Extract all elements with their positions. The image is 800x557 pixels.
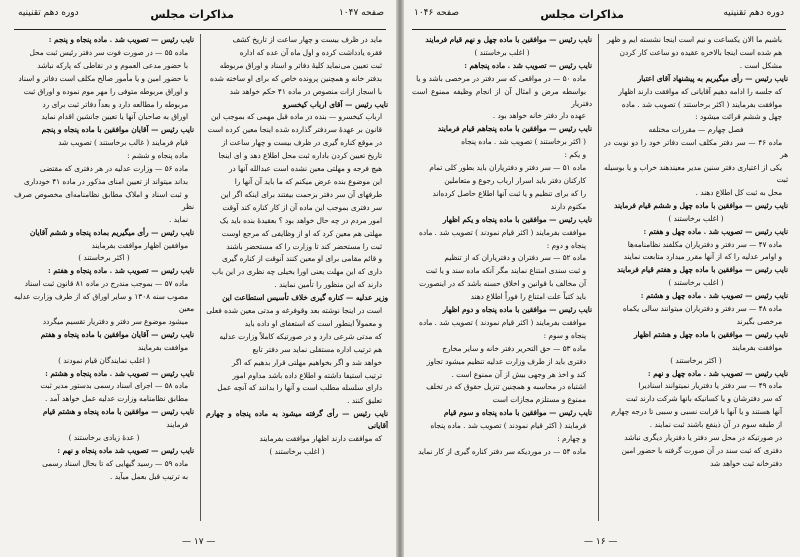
- right-column-divider: [598, 34, 599, 521]
- text-line: فرمایند ( اکثر قیام نمودند ) تصویب شد . ماده پنجاه: [430, 421, 586, 431]
- left-page-folio: — ۱۷ —: [182, 537, 216, 547]
- text-line: مشکل است .: [739, 60, 782, 70]
- right-page-number: صفحه ۱۰۴۶: [414, 8, 460, 18]
- text-line: ماده ۵۱ — سر دفتر و دفتریاران باید بطور کلی تمام: [429, 163, 586, 173]
- speaker-line: نایب رئیس — تصویب شد . ماده پنجاهم :: [464, 60, 592, 70]
- speaker-line: نایب رئیس — رأی میگیریم به پیشنهاد آقای اعتبار: [637, 73, 788, 83]
- vote-note: ( اغلب نمایندگان قیام نمودند ): [58, 355, 150, 365]
- vote-note: ( اغلب برخاستند ): [269, 447, 325, 456]
- text-line: ماده ۵۶ — وزارت عدلیه در هر دفتری که مقتضی: [39, 164, 188, 174]
- speaker-line: نایب رئیس — آقای ارباب کیخسرو: [282, 99, 388, 109]
- text-line: که مدتی شرعی دارد و در صورتیکه کاملاً وزارت عدلیه: [219, 331, 382, 341]
- right-page: [400, 0, 800, 557]
- text-line: به ترتیب قبل بعمل میآید .: [109, 471, 188, 481]
- text-line: با حضور امین و یا مأمور صالح مکلف است دفاتر و اسناد: [18, 73, 188, 83]
- left-page-left-column: [14, 34, 194, 521]
- speaker-line: نایب رئیس — موافقین با ماده چهل و هشتم اظهار: [633, 329, 788, 339]
- vote-note: ( اغلب برخاستند ): [474, 47, 530, 57]
- text-line: بدفتر خانه و همچنین پرونده خاص که برای او ساخته شده: [210, 73, 382, 83]
- text-line: طرفهای آن سر دفتر بزحمت بیفتند برای اینکه اگر این: [220, 189, 382, 199]
- text-line: مربوطه را مطالعه دارد و بعداً دفاتر ثبت برای رد: [42, 99, 188, 109]
- text-line: محل به ثبت کل اطلاع دهند .: [695, 187, 782, 197]
- right-page-session: دوره دهم تقنینیه: [723, 8, 784, 18]
- text-line: هم ترتیب اداره مستقلی نماید سر دفتر تابع: [252, 344, 382, 354]
- text-line: ماده ۵۲ — سر دفتران و دفتریاران که از تنظیم: [444, 253, 586, 263]
- vote-note: ( اغلب برخاستند ): [668, 213, 724, 223]
- text-line: موافقت بفرمایند: [731, 342, 782, 352]
- text-line: ماده ۵۰ — در مواقعی که سر دفتر در مرخصی باشد و یا: [416, 73, 586, 83]
- text-line: که سر دفترشان و یا کسانیکه بانها شرکت دارند ثبت: [626, 394, 782, 404]
- text-line: باید کتباً علت امتناع را فوراً اطلاع دهند: [470, 292, 586, 302]
- text-line: خواهد شد و اگر بخواهیم مهلتی قرار بدهیم که اگر: [231, 357, 382, 367]
- speaker-line: نایب رئیس — موافقین با ماده پنجاه و سوم قیام: [443, 408, 592, 418]
- speaker-line: نایب رئیس — موافقین با ماده چهل و نهم قیام فرمایند: [425, 35, 592, 44]
- text-line: که جلسه را ادامه دهیم آقایانی که موافقت دارند اظهار: [618, 86, 782, 96]
- right-page-folio: — ۱۶ —: [584, 537, 618, 547]
- text-line: و یکم :: [564, 150, 586, 160]
- text-line: و ثبت اسناد و املاک مطابق نظامنامه‌ای مخصوص صرف نظر: [14, 189, 194, 211]
- text-line: دارای سلسله مطلب است و آنها را بدانند که آنچه عمل: [217, 383, 382, 393]
- text-line: ( اکثر برخاستند ) تصویب شد . ماده پنجاه: [461, 137, 586, 147]
- speaker-line: وزیر عدلیه — کناره گیری خلاف تأسیس استطاعت این: [222, 293, 388, 303]
- text-line: است در اینجا نوشته بعد وقوفرغه و مدتی معین شده فعلی: [206, 306, 382, 316]
- speaker-line: نایب رئیس — تصویب شد . ماده پنجاه و پنجم :: [48, 35, 194, 44]
- text-line: موافقت بفرمایند ( اکثر قیام نمودند ) تصویب شد . ماده: [419, 317, 586, 327]
- left-page-header: [18, 8, 384, 28]
- vote-note: ( اکثر برخاستند ): [670, 355, 722, 365]
- text-line: با اسجاز ازات منصوص در ماده ۴۱ حکم خواهد شد: [229, 86, 382, 96]
- text-line: ارباب کیخسرو — بنده در ماده قبل مهمی که بموجب این: [211, 112, 382, 122]
- speaker-line: نایب رئیس — آقایان موافقین با ماده پنجاه و پنجم: [41, 125, 194, 135]
- text-line: کند و اخذ هر وجهی بیش از آن ممنوع است .: [451, 369, 586, 379]
- text-line: هم شده است اینجا بالاخره عقیده دو ساعت کار کردن: [619, 47, 782, 57]
- text-line: و معمولاً اینطور است که استعفای او داده باید: [244, 318, 382, 328]
- speaker-line: نایب رئیس — موافقین با ماده پنجاه و یکم اظهار: [442, 214, 592, 224]
- text-line: عهده دار دفتر خانه خواهد بود .: [492, 111, 586, 121]
- text-line: کارکنان دفتر باید اسرار ارباب رجوع و متعاملین: [444, 175, 586, 185]
- text-line: امور مردم در چه حال خواهد بود ؟ بعقیدهٔ بنده باید یک: [219, 215, 382, 225]
- text-line: ماده ۵۴ — در موردیکه سر دفتر کناره گیری از کار نماید: [418, 447, 586, 456]
- text-line: اشتباه در محاسبه و همچنین تنزیل حقوق که در تخلف: [426, 382, 586, 392]
- text-line: ماده ۴۸ — سر دفتر و دفتریاران میتوانند سالی یکماه: [622, 304, 782, 314]
- text-line: و اوراق مربوطه متوفی را مهر موم نموده و اوراق ثبت: [23, 86, 188, 96]
- text-line: دفتری باید از طرف وزارت عدلیه تنظیم میشود تجاوز: [426, 356, 586, 366]
- left-page-title: مذاکرات مجلس: [150, 8, 234, 21]
- speaker-line: نایب رئیس — تصویب شد . ماده چهل و هشتم :: [640, 291, 788, 301]
- text-line: پنجاه و سوم :: [543, 330, 586, 340]
- text-line: و اوامر عدلیه را که از آنها مقرر میدارد متابعت نمایند: [623, 252, 782, 262]
- text-line: مطابق نظامنامه وزارت عدلیه عمل خواهد آمد .: [44, 394, 188, 404]
- text-line: ماده ۵۷ — بموجب مندرج در ماده ۸۱ قانون ثبت اسناد: [24, 279, 188, 289]
- text-line: ماده ۵۵ — در صورت فوت سر دفتر رئیس ثبت محل: [29, 47, 188, 57]
- text-line: داری که این مهلت یعنی اورا بخیلی چه نظری در این باب: [212, 267, 382, 277]
- text-line: ثبت تعیین می‌نماید کلیهٔ دفاتر و اسناد و اوراق مربوطه: [219, 60, 382, 70]
- speaker-line: نایب رئیس — موافقین با ماده پنجاهم قیام فرمایند: [437, 124, 592, 134]
- text-line: این موضوع بنده عرض میکنم که ما باید آن آنها را: [234, 176, 382, 186]
- text-line: ماید در ظرف بیست و چهار ساعت از تاریخ کشف: [232, 35, 382, 44]
- speaker-line: نایب رئیس — آقایان موافقین با ماده پنجاه و هفتم: [40, 329, 194, 339]
- right-page-title: مذاکرات مجلس: [540, 8, 624, 21]
- text-line: موافقت بفرمایند ( اکثر قیام نمودند ) تصویب شد . ماده: [419, 227, 586, 237]
- text-line: ماده ۴۷ — سر دفتر و دفتریاران مکلفند نظامنامه‌ها: [627, 239, 782, 249]
- text-line: ممنوع و مستلزم مجازات است: [492, 395, 586, 405]
- vote-note: ( عدهٔ زیادی برخاستند ): [68, 433, 140, 443]
- text-line: آنها هستند و یا آنها با قرابت نسبی و سببی تا درجه چهارم: [610, 407, 782, 417]
- speaker-line: نایب رئیس — موافقین با ماده پنجاه و هشتم قیام: [42, 407, 194, 417]
- text-line: بداند میتواند از تعیین امنای مذکور در ماده ۴۱ خودداری: [23, 176, 188, 186]
- speaker-line: نایب رئیس — تصویب شد . ماده چهل و نهم :: [647, 368, 788, 378]
- text-line: مرخصی بگیرند: [736, 316, 782, 326]
- text-line: و چهارم :: [557, 434, 586, 444]
- text-line: موافقت بفرمایند ( اکثر برخاستند ) تصویب شد . ماده: [621, 99, 782, 109]
- text-line: و قائم مقامی برای او معین کنند آنوقت از کناره گیری: [221, 254, 382, 264]
- book-gutter: [396, 0, 404, 557]
- text-line: دارند که این منظور را تأمین نمایند .: [274, 280, 382, 290]
- text-line: مهلتی هم معین کرد که او از وظایفی که مرجع اوست: [221, 228, 382, 238]
- text-line: تعلیق کنند .: [347, 396, 382, 406]
- text-line: نماید .: [169, 214, 188, 224]
- text-line: را که برای تنظیم و یا ثبت آنها اطلاع حاصل کرده‌اند: [432, 188, 586, 198]
- left-column-divider: [200, 34, 201, 521]
- text-line: قانون بر عهدهٔ سردفتر گذارده شده اینجا معین کرده است: [207, 125, 382, 135]
- text-line: آن مخالف با قوانین و اخلاق حسنه باشد که در اینصورت: [419, 279, 586, 289]
- text-line: ماده ۵۹ — رسید گیهایی که تا بحال اسناد رسمی: [42, 458, 188, 468]
- text-line: دفترخانه ثبت خواهد شد: [710, 458, 782, 468]
- text-line: که موافقت دارند اظهار موافقت بفرمایند: [259, 434, 382, 444]
- text-line: ماده ۵۳ — حق التحریر دفتر خانه و سایر مخارج: [442, 343, 586, 353]
- speaker-line: نایب رئیس — تصویب شد . ماده پنجاه و هشتم :: [45, 368, 194, 378]
- speaker-line: نایب رئیس — تصویب شد . ماده چهل و هفتم :: [643, 226, 788, 236]
- text-line: در صورتیکه در محل سر دفتر یا دفتریار دیگری نباشد: [624, 433, 782, 443]
- text-line: باشیم ما الان یکساعت و نیم است اینجا نشسته ایم و ظهر: [607, 35, 782, 44]
- text-line: در موقع کناره گیری در ظرف بیست و چهار ساعت از: [221, 138, 382, 148]
- text-line: مکتوم دارند: [550, 201, 586, 211]
- text-line: تاریخ تعیین کردن باداره ثبت محل اطلاع دهد و ای اینجا: [218, 151, 382, 161]
- speaker-line: نایب رئیس — موافقین با ماده چهل و هفتم قیام فرمایند: [617, 265, 788, 275]
- right-page-left-column: [412, 34, 592, 521]
- text-line: یکی از اعتیاری دفتر سنین مدیر معیندهند خراب و یا بوسیله ثبت: [604, 163, 788, 184]
- left-page-session: دوره دهم تقنینیه: [18, 8, 79, 18]
- text-line: بواسطه مرض و امثال آن از انجام وظیفه ممنوع است دفتریار: [412, 86, 592, 108]
- left-page-number: صفحه ۱۰۴۷: [338, 8, 384, 18]
- text-line: ثبت را مستحضر کند تا وزارت را که مستحضر باشند: [226, 241, 382, 251]
- text-line: دفتری که ثبت سند در آن صورت گرفته با حضور امین: [621, 446, 782, 455]
- right-header-rule: [412, 29, 786, 30]
- vote-note: ( اکثر برخاستند ): [78, 253, 130, 263]
- speaker-line: نایب رئیس — تصویب شد ماده پنجاه و نهم :: [57, 446, 194, 455]
- text-line: هیچ فرجه و مهلتی معین نشده است عبدالله آنها در: [228, 164, 382, 174]
- text-line: ترتیب استیفا داشته و اطلاع داده باشد مداوم امور: [232, 370, 382, 380]
- text-line: ماده ۴۹ — سر دفتر یا دفتریار نمیتوانند اسنادیرا: [638, 381, 782, 391]
- right-page-header: [414, 8, 784, 28]
- text-line: میشود موضوع سر دفتر و دفتریار تقسیم میگردد: [42, 316, 188, 326]
- speaker-line: نایب رئیس — رأی میگیریم بماده پنجاه و ششم آقایان: [29, 227, 194, 237]
- text-line: فرمایند: [166, 420, 188, 430]
- text-line: موافقت بفرمایند: [137, 342, 188, 352]
- text-line: و ثبت سندی امتناع نمایند مگر آنکه ماده سند و یا ثبت: [425, 266, 586, 276]
- text-line: فقره یادداشت کرده و اول ماه آن عده که اداره: [239, 47, 382, 57]
- right-page-right-column: [604, 34, 788, 521]
- speaker-line: نایب رئیس — رأی گرفته میشود به ماده پنجاه و چهارم آقایانی: [206, 409, 388, 431]
- text-line: اوراق به صاحبان آنها یا تعیین جانشین اقدام نماید: [41, 112, 188, 122]
- text-line: موافقین اظهار موافقت بفرمایند: [91, 240, 188, 250]
- text-line: مصوب سنه ۱۳۰۸ و سایر اوراق که از طرف وزارت عدلیه معین: [14, 292, 194, 314]
- speaker-line: نایب رئیس — موافقین با ماده چهل و ششم قیام فرمایند: [614, 200, 788, 210]
- left-page-right-column: [206, 34, 388, 521]
- text-line: چهل و ششم قرائت میشود :: [695, 112, 782, 122]
- left-header-rule: [14, 29, 386, 30]
- speaker-line: نایب رئیس — موافقین با ماده پنجاه و دوم اظهار: [442, 305, 592, 315]
- text-line: پنجاه و دوم :: [546, 240, 586, 250]
- text-line: ماده ۵۸ — اجرای اسناد رسمی بدستور مدیر ثبت: [40, 381, 188, 391]
- text-line: ماده ۴۶ — سر دفتر مکلف است دفاتر خود را دو نوبت در هر: [604, 138, 788, 160]
- text-line: قیام فرمایند ( غالب برخاستند ) تصویب شد: [58, 138, 188, 148]
- speaker-line: نایب رئیس — تصویب شد . ماده پنجاه و هفتم :: [47, 266, 194, 276]
- text-line: سر دفتری بموجب این ماده آن از کار کناره کند آوقت: [222, 202, 382, 212]
- text-line: با حضور مدعی العموم و در نقاطی که پارکه نباشد: [37, 60, 188, 70]
- vote-note: فصل چهارم — مقررات مختلفه: [648, 125, 744, 135]
- text-line: ماده پنجاه و ششم :: [127, 151, 188, 161]
- text-line: از طبقه سوم در آن ذینفع باشند ثبت نمایند .: [649, 420, 782, 430]
- vote-note: ( اغلب برخاستند ): [668, 278, 724, 288]
